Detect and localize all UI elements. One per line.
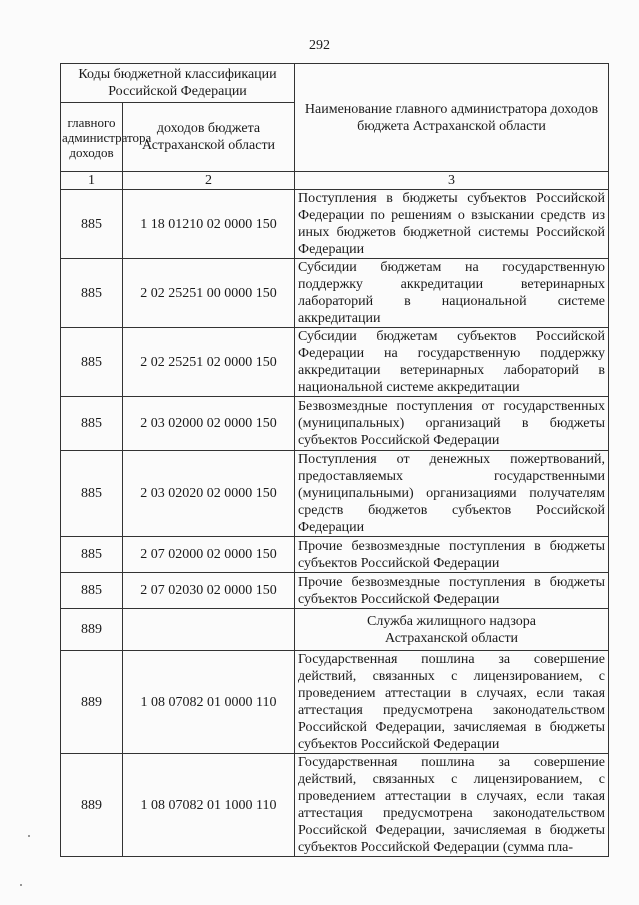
admin-code-cell: 885 bbox=[61, 328, 123, 397]
column-index: 3 bbox=[295, 172, 609, 190]
table-header-row bbox=[61, 64, 609, 103]
table-row bbox=[61, 328, 609, 397]
income-name-cell: Прочие безвозмездные поступления в бюджеты субъектов Российской Федерации bbox=[295, 573, 609, 609]
income-name-cell: Субсидии бюджетам субъектов Российской Федерации на государственную поддержку аккредитации ветеринарных лабораторий в национальной системе аккредитации bbox=[295, 328, 609, 397]
income-code-cell: 2 03 02020 02 0000 150 bbox=[123, 451, 295, 537]
income-code-cell: 2 02 25251 00 0000 150 bbox=[123, 259, 295, 328]
income-name-cell: Государственная пошлина за совершение действий, связанных с лицензированием, с проведением аттестации в случаях, если такая аттестация предусмотрена законодательством Российской Федерации, зачисляемая в бюджеты субъектов Российской Федерации bbox=[295, 651, 609, 754]
page-number: 292 bbox=[309, 38, 330, 53]
income-name-cell: Субсидии бюджетам на государственную поддержку аккредитации ветеринарных лабораторий в национальной системе аккредитации bbox=[295, 259, 609, 328]
income-code-cell: 1 08 07082 01 0000 110 bbox=[123, 651, 295, 754]
income-name-cell: Прочие безвозмездные поступления в бюджеты субъектов Российской Федерации bbox=[295, 537, 609, 573]
income-name-cell: Поступления в бюджеты субъектов Российской Федерации по решениям о взыскании средств из иных бюджетов бюджетной системы Российской Федерации bbox=[295, 190, 609, 259]
income-name-cell: Поступления от денежных пожертвований, предоставляемых государственными (муниципальными) организациями получателям средств бюджетов субъектов Российской Федерации bbox=[295, 451, 609, 537]
scan-speck bbox=[20, 884, 22, 886]
table-row bbox=[61, 190, 609, 259]
table-row bbox=[61, 537, 609, 573]
scan-speck bbox=[28, 835, 30, 837]
admin-code-cell: 885 bbox=[61, 573, 123, 609]
admin-code-cell: 889 bbox=[61, 651, 123, 754]
header-codes-group: Коды бюджетной классификации Российской Федерации bbox=[61, 64, 295, 103]
column-index: 1 bbox=[61, 172, 123, 190]
income-code-cell: 2 07 02030 02 0000 150 bbox=[123, 573, 295, 609]
column-index: 2 bbox=[123, 172, 295, 190]
table-row bbox=[61, 573, 609, 609]
admin-code-cell: 889 bbox=[61, 609, 123, 651]
table-row bbox=[61, 259, 609, 328]
table-row bbox=[61, 451, 609, 537]
income-name-cell: Государственная пошлина за совершение действий, связанных с лицензированием, с проведением аттестации в случаях, если такая аттестация предусмотрена законодательством Российской Федерации, зачисляемая в бюджеты субъектов Российской Федерации (сумма пла- bbox=[295, 754, 609, 857]
table-row-section bbox=[61, 609, 609, 651]
section-title-cell: Служба жилищного надзора Астраханской области bbox=[295, 609, 609, 651]
income-code-cell: 1 08 07082 01 1000 110 bbox=[123, 754, 295, 857]
table-row bbox=[61, 397, 609, 451]
header-admin-column: главного администратора доходов bbox=[61, 103, 123, 172]
column-index-row bbox=[61, 172, 609, 190]
income-code-cell: 1 18 01210 02 0000 150 bbox=[123, 190, 295, 259]
admin-code-cell: 885 bbox=[61, 397, 123, 451]
income-name-cell: Безвозмездные поступления от государственных (муниципальных) организаций в бюджеты субъектов Российской Федерации bbox=[295, 397, 609, 451]
table-row bbox=[61, 651, 609, 754]
admin-code-cell: 885 bbox=[61, 537, 123, 573]
admin-code-cell: 885 bbox=[61, 259, 123, 328]
income-code-cell: 2 07 02000 02 0000 150 bbox=[123, 537, 295, 573]
header-income-column: доходов бюджета Астраханской области bbox=[123, 103, 295, 172]
header-name-column: Наименование главного администратора доходов бюджета Астраханской области bbox=[295, 64, 609, 172]
admin-code-cell: 889 bbox=[61, 754, 123, 857]
admin-code-cell: 885 bbox=[61, 190, 123, 259]
income-code-cell: 2 03 02000 02 0000 150 bbox=[123, 397, 295, 451]
admin-code-cell: 885 bbox=[61, 451, 123, 537]
income-code-cell: 2 02 25251 02 0000 150 bbox=[123, 328, 295, 397]
budget-classification-table bbox=[60, 63, 609, 857]
table-row bbox=[61, 754, 609, 857]
income-code-cell bbox=[123, 609, 295, 651]
